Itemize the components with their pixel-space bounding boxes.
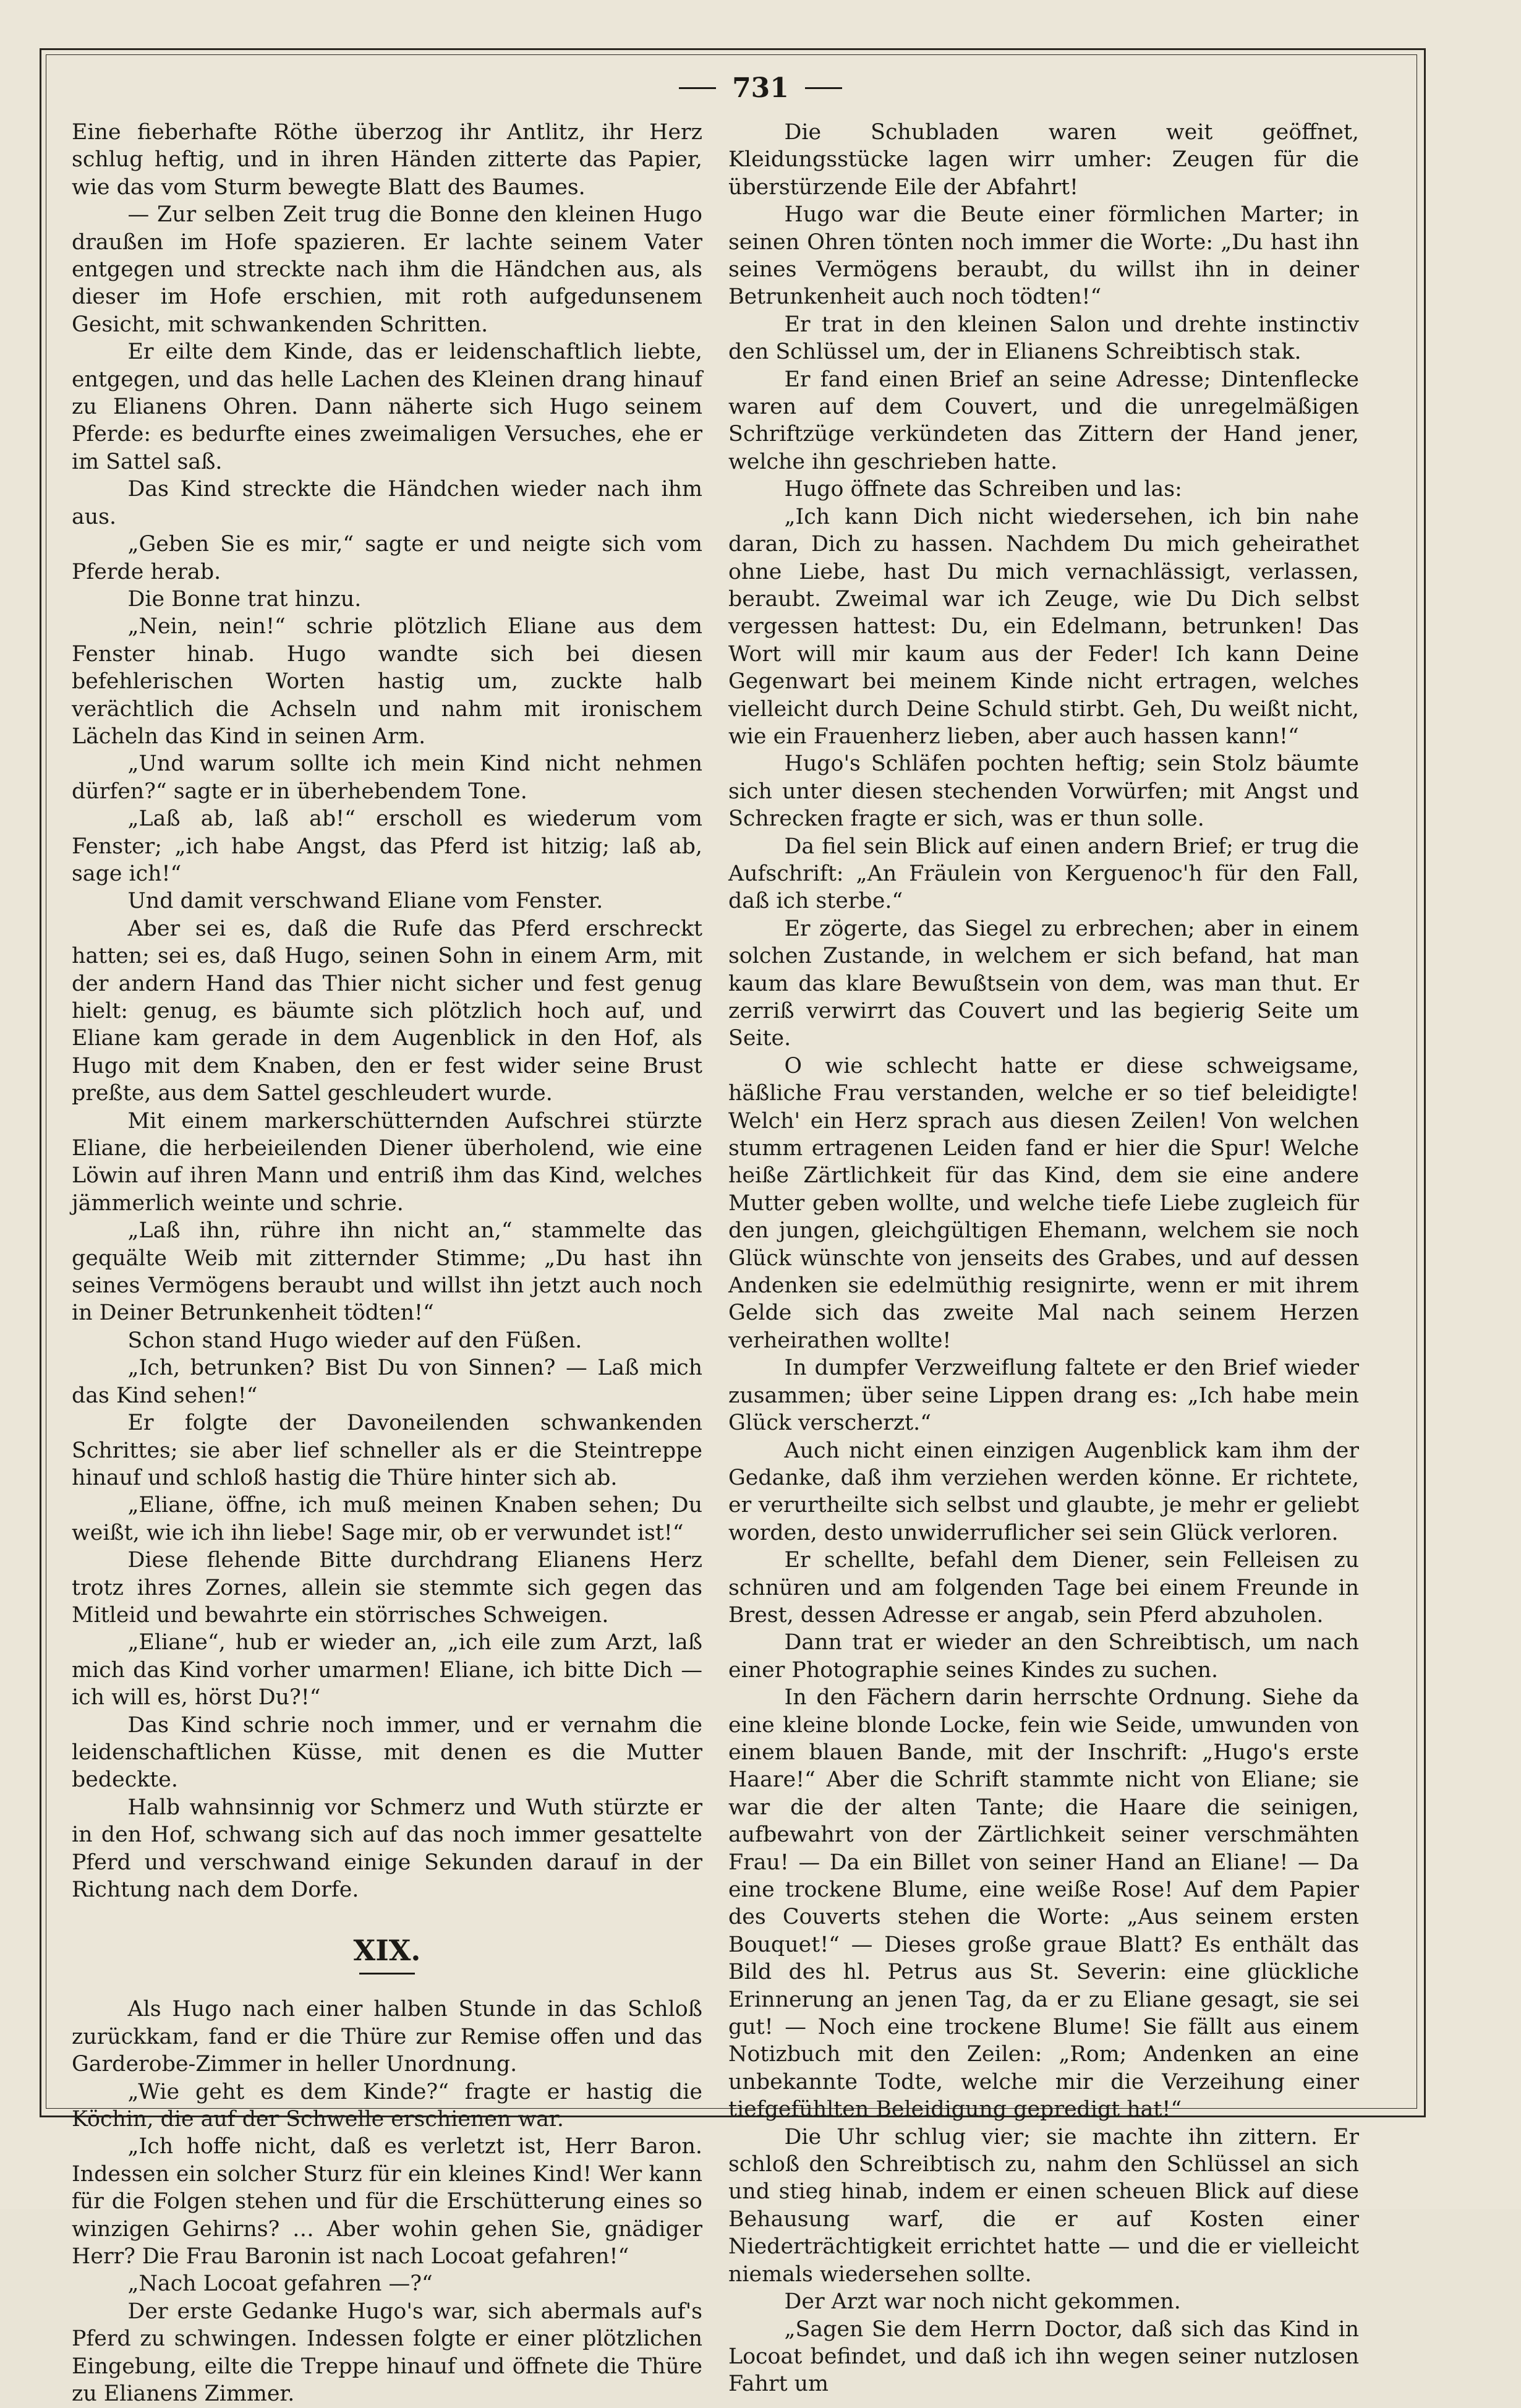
paragraph: Der Arzt war noch nicht gekommen. [784,2289,1181,2315]
paragraph: Das Kind schrie noch immer, und er vernahm die leidenschaftlichen Küsse, mit denen es die Mutter bedeckte. [72,1712,702,1793]
paragraph: Er folgte der Davoneilenden schwankenden Schrittes; sie aber lief schneller als er die Steintreppe hinauf und schloß hastig die Thüre hinter sich ab. [72,1411,702,1490]
paragraph: „Ich, betrunken? Bist Du von Sinnen? — Laß mich das Kind sehen!“ [72,1356,702,1408]
paragraph: Hugo öffnete das Schreiben und las: [784,477,1182,502]
paragraph: Dann trat er wieder an den Schreibtisch, um nach einer Photographie seines Kindes zu suchen. [728,1630,1359,1683]
paragraph: — Zur selben Zeit trug die Bonne den kleinen Hugo draußen im Hofe spazieren. Er lachte seinem Vater entgegen und streckte nach ihm die Händchen aus, als dieser im Hofe erschien, mit roth aufgedunsenem Gesicht, mit schwankenden Schritten. [72,202,702,337]
paragraph: Das Kind streckte die Händchen wieder nach ihm aus. [72,477,702,529]
paragraph: In den Fächern darin herrschte Ordnung. Siehe da eine kleine blonde Locke, fein wie Seide, umwunden von einem blauen Bande, mit der Inschrift: „Hugo's erste Haare!“ Aber die Schrift stammte nicht von Eliane; sie war die der alten Tante; die Haare die seinigen, aufbewahrt von der Zärtlichkeit seiner verschmähten Frau! — Da ein Billet von seiner Hand an Eliane! — Da eine trockene Blume, eine weiße Rose! Auf dem Papier des Couverts stehen die Worte: „Aus seinem ersten Bouquet!“ — Dieses große graue Blatt? Es enthält das Bild des hl. Petrus aus St. Severin: eine glückliche Erinnerung an jenen Tag, da er zu Eliane gesagt, sie sei gut! — Noch eine trockene Blume! Sie fällt aus einem Notizbuch mit den Zeilen: „Rom; Andenken an eine unbekannte Todte, welche mir die Verzeihung einer tiefgefühlten Beleidigung gepredigt hat!“ [728,1685,1359,2122]
paragraph: Hugo war die Beute einer förmlichen Marter; in seinen Ohren tönten noch immer die Worte: „Du hast ihn seines Vermögens beraubt, du willst ihn in deiner Betrunkenheit auch noch tödten!“ [728,202,1359,310]
paragraph: Eine fieberhafte Röthe überzog ihr Antlitz, ihr Herz schlug heftig, und in ihren Händen zitterte das Papier, wie das vom Sturm bewegte Blatt des Baumes. [72,120,702,200]
paragraph: Er eilte dem Kinde, das er leidenschaftlich liebte, entgegen, und das helle Lachen des Kleinen drang hinauf zu Elianens Ohren. Dann näherte sich Hugo seinem Pferde: es bedurfte eines zweimaligen Versuches, ehe er im Sattel saß. [72,339,702,474]
paragraph: „Geben Sie es mir,“ sagte er und neigte sich vom Pferde herab. [72,532,702,584]
paragraph: „Nein, nein!“ schrie plötzlich Eliane aus dem Fenster hinab. Hugo wandte sich bei diesen befehlerischen Worten hastig um, zuckte halb verächtlich die Achseln und nahm mit ironischem Lächeln das Kind in seinen Arm. [72,614,702,749]
paragraph: Er zögerte, das Siegel zu erbrechen; aber in einem solchen Zustande, in welchem er sich befand, hat man kaum das klare Bewußtsein von dem, was man thut. Er zerriß verwirrt das Couvert und las begierig Seite um Seite. [728,916,1359,1051]
paragraph: Er fand einen Brief an seine Adresse; Dintenflecke waren auf dem Couvert, und die unregelmäßigen Schriftzüge verkündeten das Zittern der Hand jener, welche ihn geschrieben hatte. [728,367,1359,474]
right-column [728,119,1359,2398]
paragraph: Aber sei es, daß die Rufe das Pferd erschreckt hatten; sei es, daß Hugo, seinen Sohn in einem Arm, mit der andern Hand das Thier nicht sicher und fest genug hielt: genug, es bäumte sich plötzlich hoch auf, und Eliane kam gerade in dem Augenblick in den Hof, als Hugo mit dem Knaben, den er fest wider seine Brust preßte, aus dem Sattel geschleudert wurde. [72,916,702,1106]
header-dash-left [679,87,716,89]
page-header [0,63,1521,113]
paragraph: Hugo's Schläfen pochten heftig; sein Stolz bäumte sich unter diesen stechenden Vorwürfen; mit Angst und Schrecken fragte er sich, was er thun solle. [728,751,1359,832]
paragraph: „Ich kann Dich nicht wiedersehen, ich bin nahe daran, Dich zu hassen. Nachdem Du mich geheirathet ohne Liebe, hast Du mich vernachlässigt, verlassen, beraubt. Zweimal war ich Zeuge, wie Du Dich selbst vergessen hattest: Du, ein Edelmann, betrunken! Das Wort will mir kaum aus der Feder! Ich kann Deine Gegenwart bei meinem Kinde nicht ertragen, welches vielleicht durch Deine Schuld stirbt. Geh, Du weißt nicht, wie ein Frauenherz lieben, aber auch hassen kann!“ [728,504,1359,749]
header-dash-right [805,87,842,89]
paragraph: „Laß ihn, rühre ihn nicht an,“ stammelte das gequälte Weib mit zitternder Stimme; „Du hast ihn seines Vermögens beraubt und willst ihn jetzt auch noch in Deiner Betrunkenheit tödten!“ [72,1218,702,1326]
page-number: 731 [732,72,789,104]
paragraph: Mit einem markerschütternden Aufschrei stürzte Eliane, die herbeieilenden Diener überholend, wie eine Löwin auf ihren Mann und entriß ihm das Kind, welches jämmerlich weinte und schrie. [72,1108,702,1216]
paragraph: „Und warum sollte ich mein Kind nicht nehmen dürfen?“ sagte er in überhebendem Tone. [72,751,702,804]
paragraph: „Eliane“, hub er wieder an, „ich eile zum Arzt, laß mich das Kind vorher umarmen! Eliane, ich bitte Dich — ich will es, hörst Du?!“ [72,1630,702,1710]
paragraph: „Wie geht es dem Kinde?“ fragte er hastig die Köchin, die auf der Schwelle erschienen war. [72,2079,702,2132]
paragraph: „Sagen Sie dem Herrn Doctor, daß sich das Kind in Locoat befindet, und daß ich ihn wegen seiner nutzlosen Fahrt um [728,2316,1359,2397]
paragraph: Als Hugo nach einer halben Stunde in das Schloß zurückkam, fand er die Thüre zur Remise offen und das Garderobe-Zimmer in heller Unordnung. [72,1997,702,2077]
paragraph: Er schellte, befahl dem Diener, sein Felleisen zu schnüren und am folgenden Tage bei einem Freunde in Brest, dessen Adresse er angab, sein Pferd abzuholen. [728,1548,1359,1628]
paragraph: „Laß ab, laß ab!“ erscholl es wiederum vom Fenster; „ich habe Angst, das Pferd ist hitzig; laß ab, sage ich!“ [72,806,702,886]
paragraph: Diese flehende Bitte durchdrang Elianens Herz trotz ihres Zornes, allein sie stemmte sich gegen das Mitleid und bewahrte ein störrisches Schweigen. [72,1548,702,1628]
paragraph: Die Uhr schlug vier; sie machte ihn zittern. Er schloß den Schreibtisch zu, nahm den Schlüssel an sich und stieg hinab, indem er einen scheuen Blick auf diese Behausung warf, die er auf Kosten einer Niederträchtigkeit errichtet hatte — und die er vielleicht niemals wiedersehen sollte. [728,2124,1359,2287]
paragraph: Er trat in den kleinen Salon und drehte instinctiv den Schlüssel um, der in Elianens Schreibtisch stak. [728,312,1359,365]
paragraph: Auch nicht einen einzigen Augenblick kam ihm der Gedanke, daß ihm verziehen werden könne. Er richtete, er verurtheilte sich selbst und glaubte, je mehr er geliebt worden, desto unwiderruflicher sei sein Glück verloren. [728,1438,1359,1545]
paragraph: Halb wahnsinnig vor Schmerz und Wuth stürzte er in den Hof, schwang sich auf das noch immer gesattelte Pferd und verschwand einige Sekunden darauf in der Richtung nach dem Dorfe. [72,1795,702,1902]
paragraph: Da fiel sein Blick auf einen andern Brief; er trug die Aufschrift: „An Fräulein von Kerguenoc'h für den Fall, daß ich sterbe.“ [728,834,1359,914]
left-column [72,119,702,2408]
paragraph: Schon stand Hugo wieder auf den Füßen. [127,1328,582,1353]
paragraph: Die Bonne trat hinzu. [127,586,362,612]
paragraph: Die Schubladen waren weit geöffnet, Kleidungsstücke lagen wirr umher: Zeugen für die überstürzende Eile der Abfahrt! [728,120,1359,200]
paragraph: „Ich hoffe nicht, daß es verletzt ist, Herr Baron. Indessen ein solcher Sturz für ein kleines Kind! Wer kann für die Folgen stehen und für die Erschütterung eines so winzigen Gehirns? … Aber wohin gehen Sie, gnädiger Herr? Die Frau Baronin ist nach Locoat gefahren!“ [72,2134,702,2269]
paragraph: O wie schlecht hatte er diese schweigsame, häßliche Frau verstanden, welche er so tief beleidigte! Welch' ein Herz sprach aus diesen Zeilen! Von welchen stumm ertragenen Leiden fand er hier die Spur! Welche heiße Zärtlichkeit für das Kind, dem sie eine andere Mutter geben wollte, und welche tiefe Liebe zugleich für den jungen, gleichgültigen Ehemann, welchem sie noch Glück wünschte von jenseits des Grabes, und auf dessen Andenken sie edelmüthig resignirte, wenn er mit ihrem Gelde sich das zweite Mal nach seinem Herzen verheirathen wollte! [728,1053,1359,1353]
paragraph: „Nach Locoat gefahren —?“ [127,2271,433,2297]
chapter-heading: XIX. [72,1932,702,1975]
paragraph: Und damit verschwand Eliane vom Fenster. [127,889,603,914]
paragraph: „Eliane, öffne, ich muß meinen Knaben sehen; Du weißt, wie ich ihn liebe! Sage mir, ob er verwundet ist!“ [72,1493,702,1545]
paragraph: Der erste Gedanke Hugo's war, sich abermals auf's Pferd zu schwingen. Indessen folgte er einer plötzlichen Eingebung, eilte die Treppe hinauf und öffnete die Thüre zu Elianens Zimmer. [72,2299,702,2407]
paragraph: In dumpfer Verzweiflung faltete er den Brief wieder zusammen; über seine Lippen drang es: „Ich habe mein Glück verscherzt.“ [728,1356,1359,1436]
